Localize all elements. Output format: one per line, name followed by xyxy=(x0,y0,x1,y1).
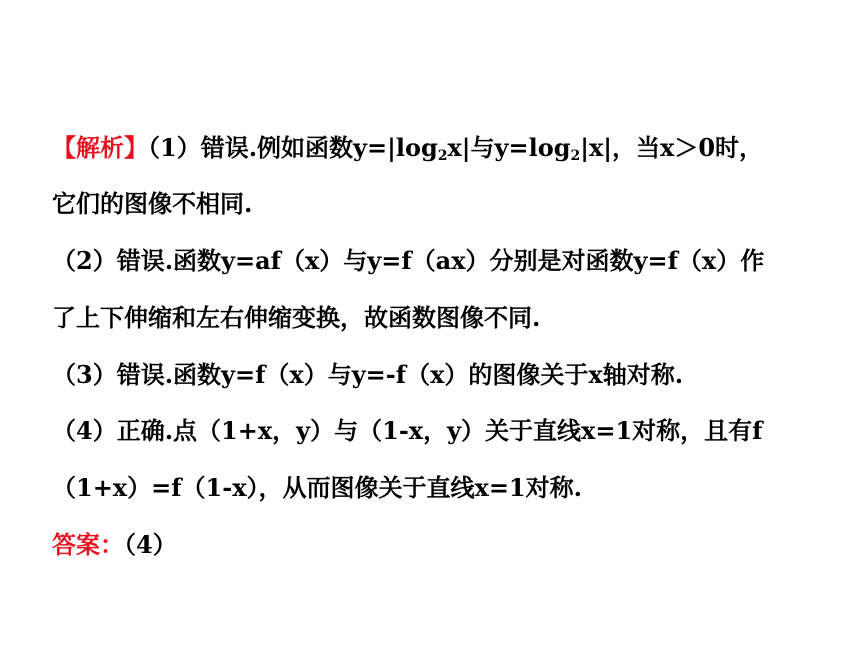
log-base-subscript: 2 xyxy=(437,148,448,164)
analysis-line-4: 了上下伸缩和左右伸缩变换，故函数图像不同. xyxy=(52,303,541,332)
answer-label: 答案： xyxy=(52,530,124,559)
analysis-line-6: （4）正确.点（1+x，y）与（1-x，y）关于直线x=1对称，且有f xyxy=(52,416,763,445)
answer-value: （4） xyxy=(124,530,177,559)
analysis-line-2: 它们的图像不相同. xyxy=(52,189,253,218)
analysis-line-7: （1+x）=f（1-x），从而图像关于直线x=1对称. xyxy=(52,473,582,502)
item1-text-c: |x|，当x＞0时， xyxy=(580,133,764,162)
analysis-label: 【解析】 xyxy=(52,133,148,162)
analysis-line-3: （2）错误.函数y=af（x）与y=f（ax）分别是对函数y=f（x）作 xyxy=(52,246,765,275)
item1-text-a: （1）错误.例如函数y=|log xyxy=(148,133,438,162)
analysis-line-1 xyxy=(52,133,763,163)
analysis-line-5: （3）错误.函数y=f（x）与y=-f（x）的图像关于x轴对称. xyxy=(52,360,684,389)
log-base-subscript: 2 xyxy=(570,148,581,164)
answer-line xyxy=(52,530,177,560)
item1-text-b: x|与y=log xyxy=(447,133,571,162)
